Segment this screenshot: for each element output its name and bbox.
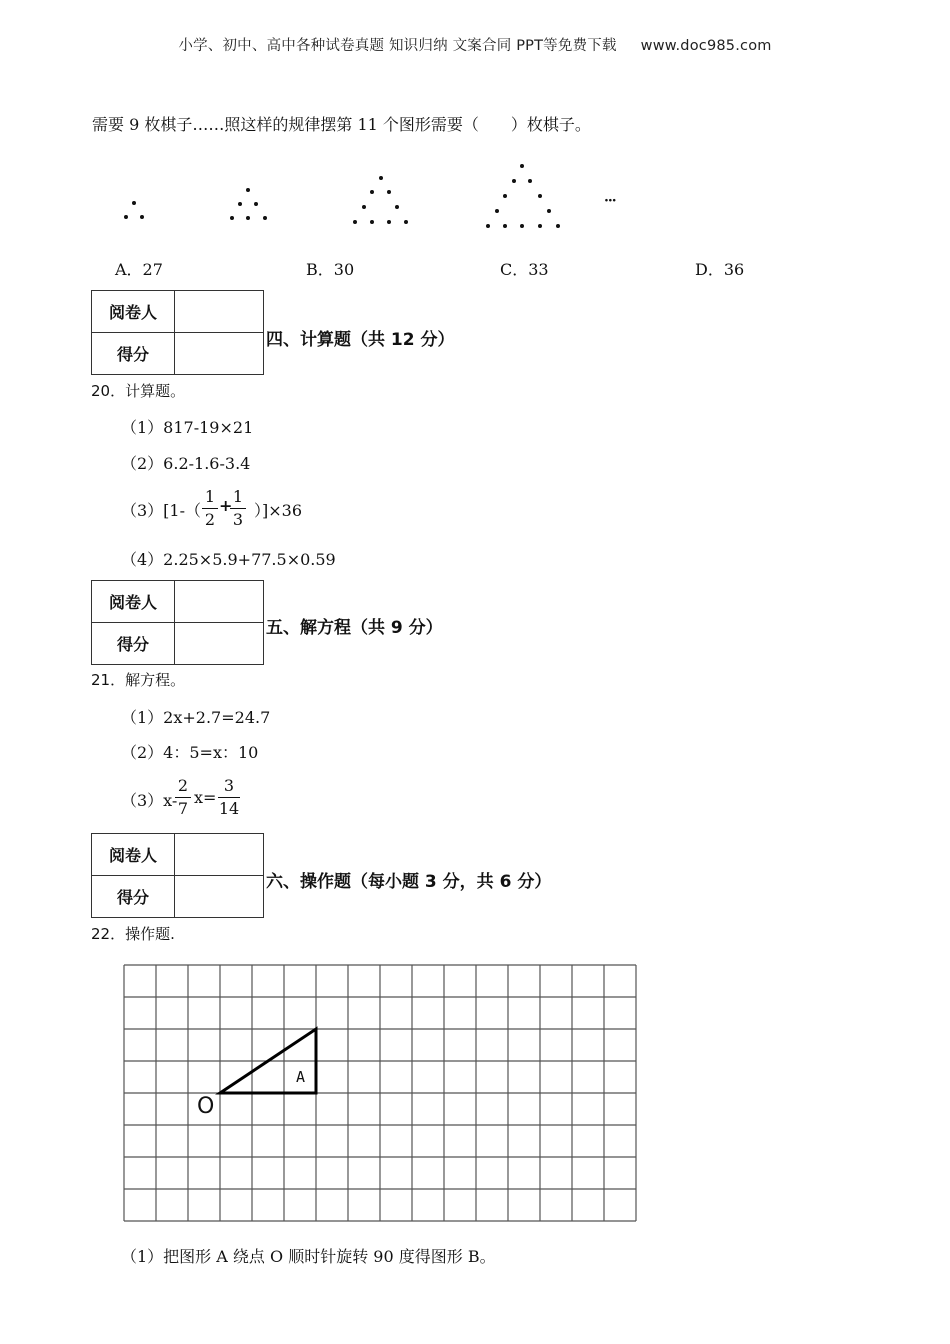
q20-fraction-2 — [230, 487, 246, 530]
header-title: 小学、初中、高中各种试卷真题 知识归纳 文案合同 PPT等免费下载 — [178, 38, 617, 54]
section-4-title: 四、计算题（共 12 分） — [266, 330, 455, 350]
q21-fraction-2 — [218, 776, 240, 819]
q20-item-2: （2）6.2-1.6-3.4 — [121, 454, 251, 473]
reviewer-label: 阅卷人 — [92, 581, 175, 623]
score-label: 得分 — [92, 333, 175, 375]
section-6-title: 六、操作题（每小题 3 分，共 6 分） — [266, 872, 552, 892]
fraction-numerator: 3 — [223, 776, 235, 795]
reviewer-cell[interactable] — [175, 834, 264, 876]
grid-lines — [124, 965, 636, 1221]
option-a[interactable]: A．27 — [115, 260, 163, 279]
reviewer-label: 阅卷人 — [92, 834, 175, 876]
q21-item-3-prefix: （3）x- — [121, 791, 178, 810]
q20-fraction-1 — [202, 487, 218, 530]
q19-text: 需要 9 枚棋子……照这样的规律摆第 11 个图形需要（ ）枚棋子。 — [92, 115, 591, 134]
fraction-numerator: 1 — [204, 487, 216, 506]
reviewer-cell[interactable] — [175, 581, 264, 623]
fraction-numerator: 2 — [177, 776, 189, 795]
score-cell[interactable] — [175, 623, 264, 665]
score-label: 得分 — [92, 623, 175, 665]
square-grid[interactable] — [123, 964, 639, 1228]
score-cell[interactable] — [175, 876, 264, 918]
score-label: 得分 — [92, 876, 175, 918]
reviewer-label: 阅卷人 — [92, 291, 175, 333]
q22-sub-1: （1）把图形 A 绕点 O 顺时针旋转 90 度得图形 B。 — [121, 1247, 496, 1266]
q20-label: 20．计算题。 — [91, 382, 186, 400]
pattern-ellipsis: ··· — [604, 193, 616, 209]
section-5-title: 五、解方程（共 9 分） — [266, 618, 443, 638]
q21-item-1: （1）2x+2.7=24.7 — [121, 708, 271, 727]
point-label-o: O — [197, 1094, 215, 1119]
fraction-denominator: 7 — [177, 799, 189, 818]
q21-label: 21．解方程。 — [91, 671, 186, 689]
option-b[interactable]: B．30 — [306, 260, 355, 279]
fraction-denominator: 2 — [204, 510, 216, 529]
q20-item-3-prefix: （3）[1-（ — [121, 501, 202, 520]
q21-item-2: （2）4：5=x：10 — [121, 743, 259, 762]
score-table-6 — [91, 833, 264, 918]
q20-item-1: （1）817-19×21 — [121, 418, 254, 437]
fraction-denominator: 14 — [218, 799, 240, 818]
fraction-denominator: 3 — [232, 510, 244, 529]
q21-fraction-1 — [175, 776, 191, 819]
shape-label-a: A — [296, 1068, 306, 1086]
score-table-5 — [91, 580, 264, 665]
score-table-4 — [91, 290, 264, 375]
header-url[interactable]: www.doc985.com — [640, 38, 772, 54]
reviewer-cell[interactable] — [175, 291, 264, 333]
q22-label: 22．操作题. — [91, 925, 175, 943]
q20-item-3-suffix: ）]×36 — [254, 501, 303, 520]
dot-pattern-figures — [0, 0, 950, 240]
q20-plus: + — [219, 496, 233, 515]
fraction-numerator: 1 — [232, 487, 244, 506]
score-cell[interactable] — [175, 333, 264, 375]
option-d[interactable]: D．36 — [695, 260, 745, 279]
q21-item-3-mid: x= — [194, 788, 217, 807]
q20-item-4: （4）2.25×5.9+77.5×0.59 — [121, 550, 336, 569]
option-c[interactable]: C．33 — [500, 260, 549, 279]
